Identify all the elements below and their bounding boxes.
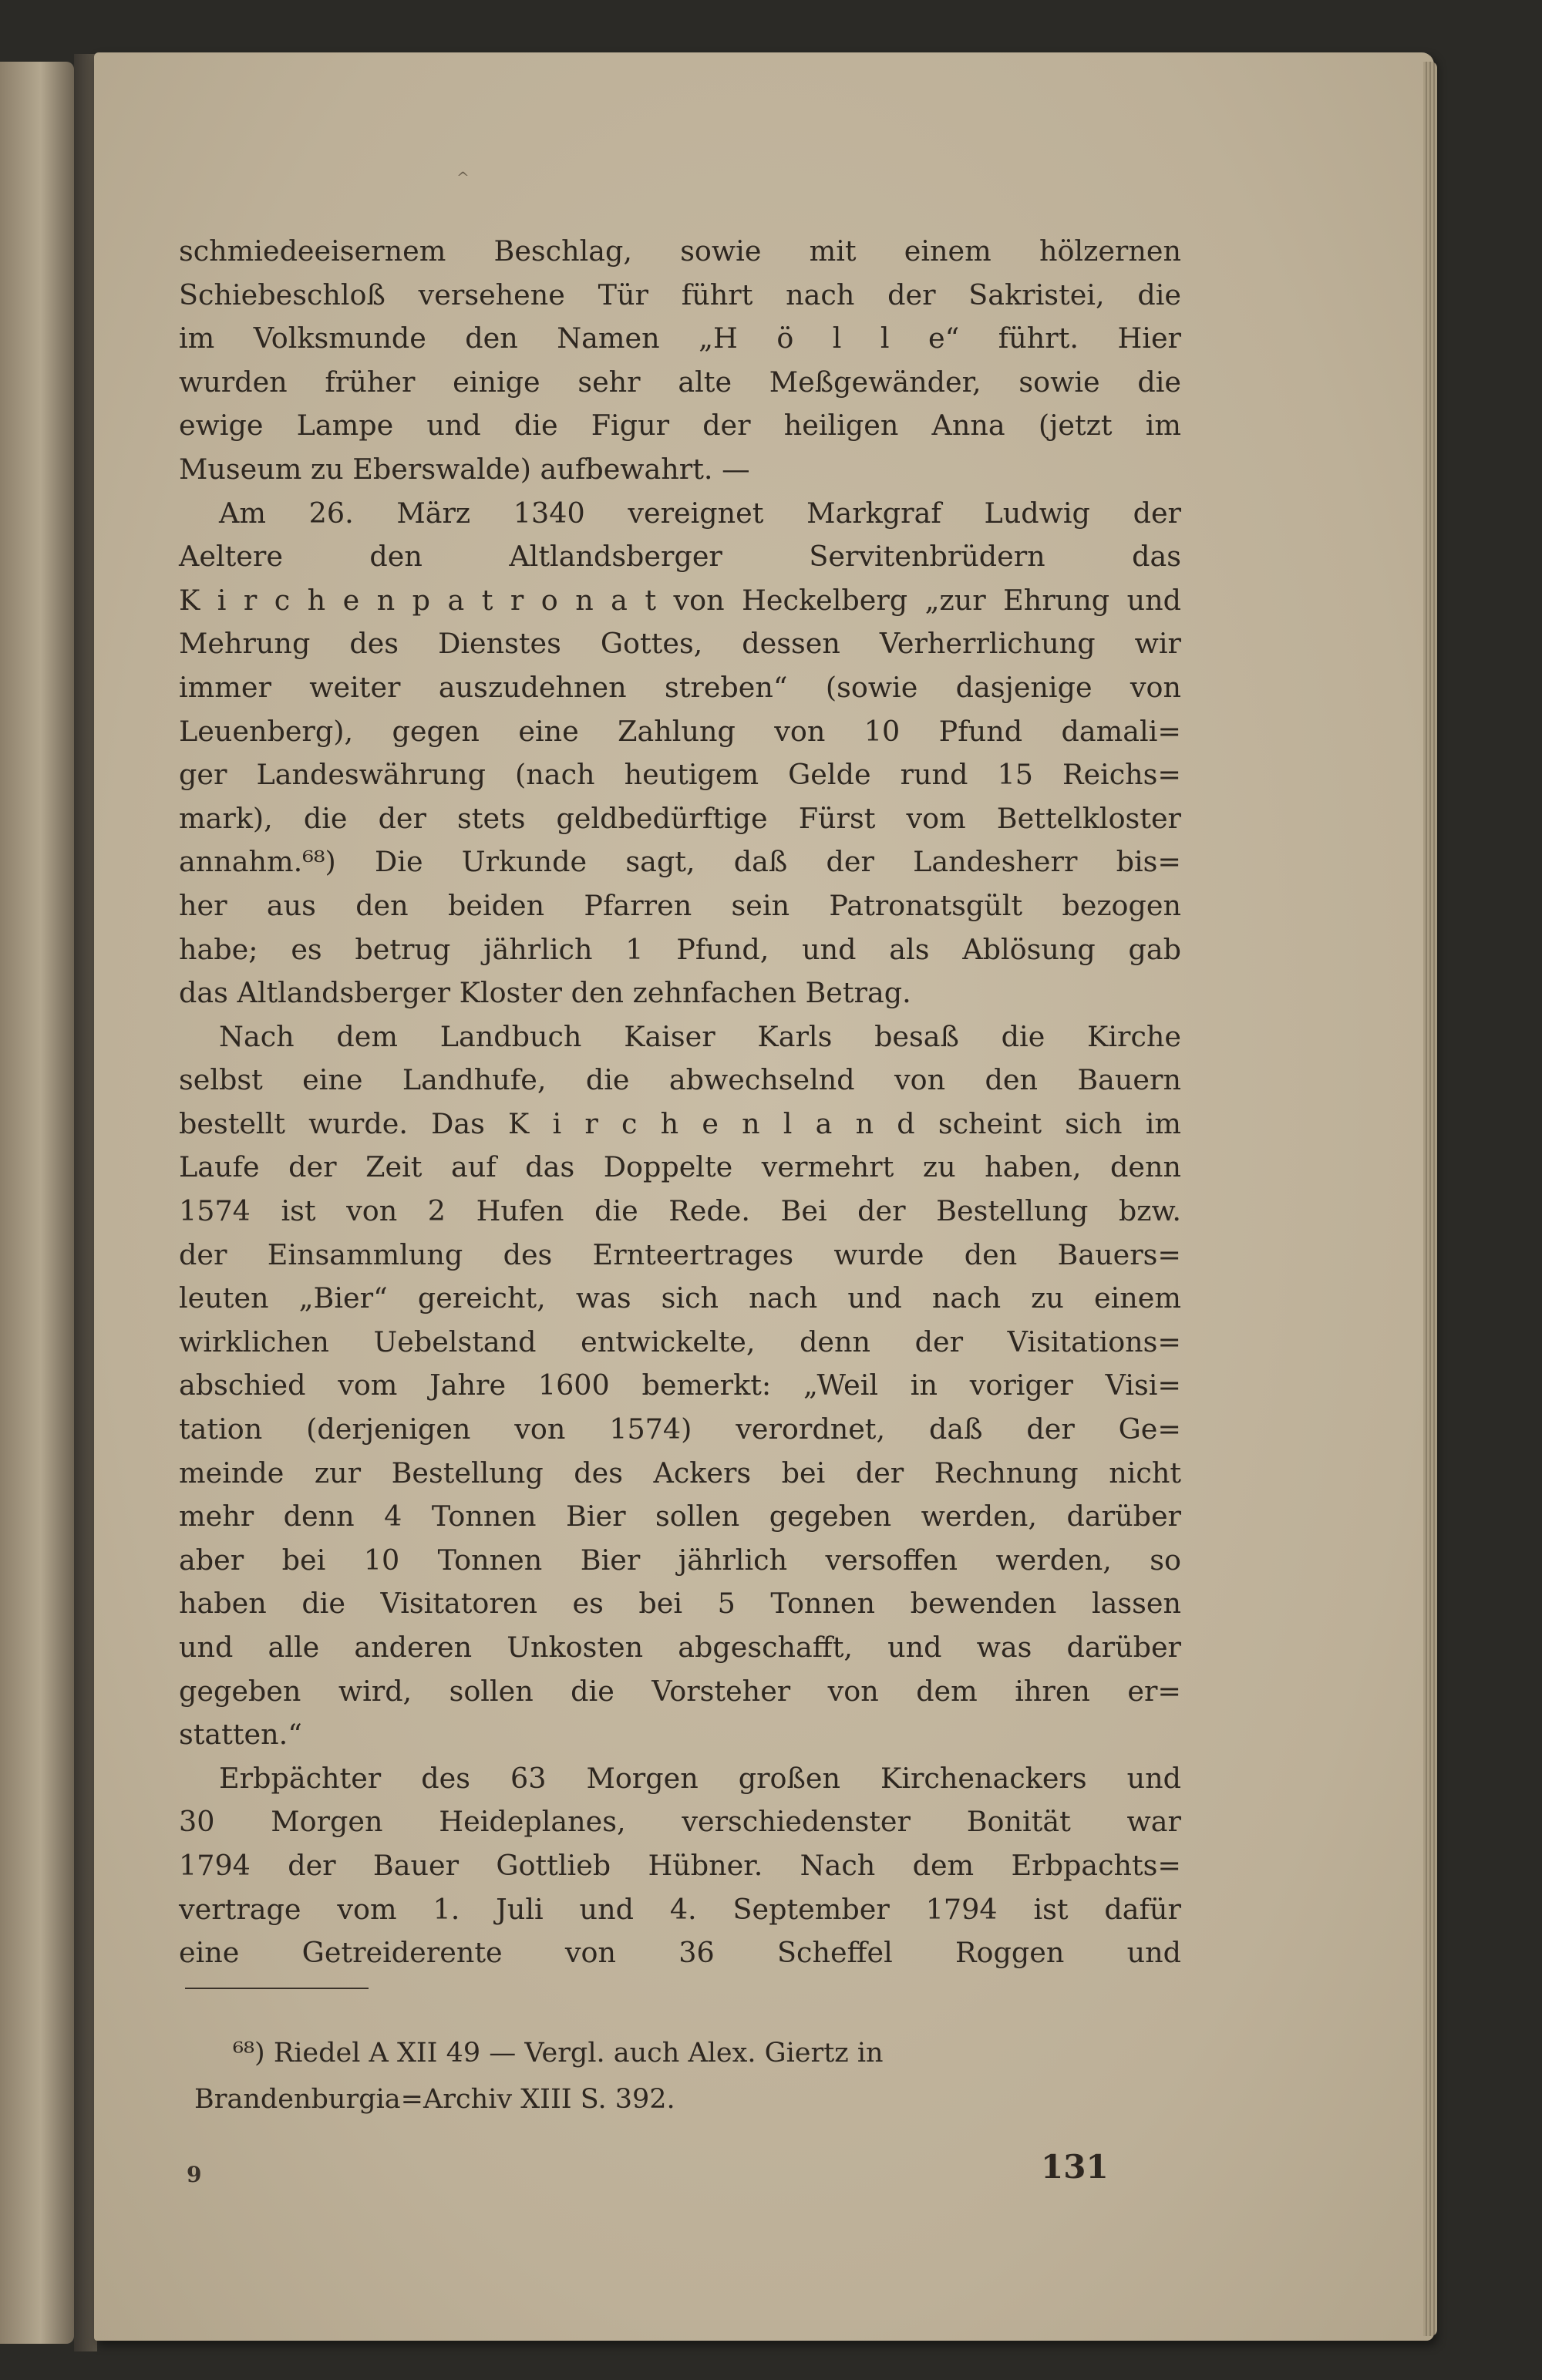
facing-page-edge: [0, 62, 74, 2344]
text-line: aber bei 10 Tonnen Bier jährlich versoffen werden, so: [179, 1543, 1181, 1577]
footnote-divider: [185, 1988, 369, 1989]
text-line: 1794 der Bauer Gottlieb Hübner. Nach dem Erbpachts=: [179, 1848, 1181, 1882]
text-line: ewige Lampe und die Figur der heiligen Anna (jetzt im: [179, 409, 1181, 443]
text-line: ger Landeswährung (nach heutigem Gelde rund 15 Reichs=: [179, 758, 1181, 792]
text-line: Museum zu Eberswalde) aufbewahrt. —: [179, 452, 750, 486]
footnote-line: Brandenburgia=Archiv XIII S. 392.: [194, 2084, 675, 2115]
text-line: her aus den beiden Pfarren sein Patronatsgült bezogen: [179, 888, 1181, 922]
page-blemish: ^: [456, 168, 470, 187]
text-line: habe; es betrug jährlich 1 Pfund, und als Ablösung gab: [179, 932, 1181, 966]
text-line: mehr denn 4 Tonnen Bier sollen gegeben werden, darüber: [179, 1500, 1181, 1533]
paragraph-3: [179, 1015, 1181, 1757]
paragraph-4: [179, 1757, 1181, 1975]
text-line: Laufe der Zeit auf das Doppelte vermehrt zu haben, denn: [179, 1150, 1181, 1184]
text-line: wurden früher einige sehr alte Meßgewänder, sowie die: [179, 365, 1181, 399]
footnote: [194, 2030, 1189, 2122]
text-line: Schiebeschloß versehene Tür führt nach der Sakristei, die: [179, 278, 1181, 311]
text-line: bestellt wurde. Das K i r c h e n l a n d scheint sich im: [179, 1106, 1181, 1140]
text-line: mark), die der stets geldbedürftige Fürst vom Bettelkloster: [179, 801, 1181, 835]
page-number: 131: [1041, 2148, 1109, 2186]
paragraph-1: [179, 230, 1181, 492]
text-line: abschied vom Jahre 1600 bemerkt: „Weil in voriger Visi=: [179, 1368, 1181, 1402]
text-line: meinde zur Bestellung des Ackers bei der Rechnung nicht: [179, 1456, 1181, 1490]
body-text: [179, 230, 1181, 1975]
text-line: und alle anderen Unkosten abgeschafft, und was darüber: [179, 1631, 1181, 1664]
text-line: 30 Morgen Heideplanes, verschiedenster Bonität war: [179, 1805, 1181, 1839]
text-line: selbst eine Landhufe, die abwechselnd von den Bauern: [179, 1063, 1181, 1097]
footnote-line: ⁶⁸) Riedel A XII 49 — Vergl. auch Alex. Giertz in: [233, 2038, 884, 2069]
text-line: Erbpächter des 63 Morgen großen Kirchenackers und: [219, 1761, 1181, 1795]
text-line: im Volksmunde den Namen „H ö l l e“ führt. Hier: [179, 321, 1181, 355]
text-line: haben die Visitatoren es bei 5 Tonnen bewenden lassen: [179, 1587, 1181, 1621]
text-line: Nach dem Landbuch Kaiser Karls besaß die Kirche: [219, 1019, 1181, 1053]
text-line: immer weiter auszudehnen streben“ (sowie dasjenige von: [179, 670, 1181, 704]
page-stack-edge: [1423, 62, 1437, 2336]
text-line: statten.“: [179, 1718, 302, 1752]
text-line: schmiedeeisernem Beschlag, sowie mit einem hölzernen: [179, 234, 1181, 268]
text-line: 1574 ist von 2 Hufen die Rede. Bei der Bestellung bzw.: [179, 1194, 1181, 1228]
book-page: [94, 52, 1434, 2341]
text-line: wirklichen Uebelstand entwickelte, denn der Visitations=: [179, 1325, 1181, 1358]
text-line: der Einsammlung des Ernteertrages wurde den Bauers=: [179, 1237, 1181, 1271]
text-line: das Altlandsberger Kloster den zehnfachen Betrag.: [179, 976, 911, 1010]
text-line: Mehrung des Dienstes Gottes, dessen Verherrlichung wir: [179, 627, 1181, 661]
text-line: vertrage vom 1. Juli und 4. September 1794 ist dafür: [179, 1892, 1181, 1926]
text-line: gegeben wird, sollen die Vorsteher von dem ihren er=: [179, 1674, 1181, 1708]
text-line: tation (derjenigen von 1574) verordnet, daß der Ge=: [179, 1412, 1181, 1446]
text-line: K i r c h e n p a t r o n a t von Heckelberg „zur Ehrung und: [179, 583, 1181, 617]
text-line: leuten „Bier“ gereicht, was sich nach und nach zu einem: [179, 1281, 1181, 1315]
text-line: annahm.⁶⁸) Die Urkunde sagt, daß der Landesherr bis=: [179, 845, 1181, 879]
text-line: eine Getreiderente von 36 Scheffel Roggen und: [179, 1936, 1181, 1970]
paragraph-2: [179, 492, 1181, 1015]
text-line: Aeltere den Altlandsberger Servitenbrüdern das: [179, 540, 1181, 574]
text-line: Am 26. März 1340 vereignet Markgraf Ludwig der: [219, 496, 1181, 530]
text-line: Leuenberg), gegen eine Zahlung von 10 Pfund damali=: [179, 714, 1181, 748]
printer-signature: 9: [187, 2162, 202, 2187]
